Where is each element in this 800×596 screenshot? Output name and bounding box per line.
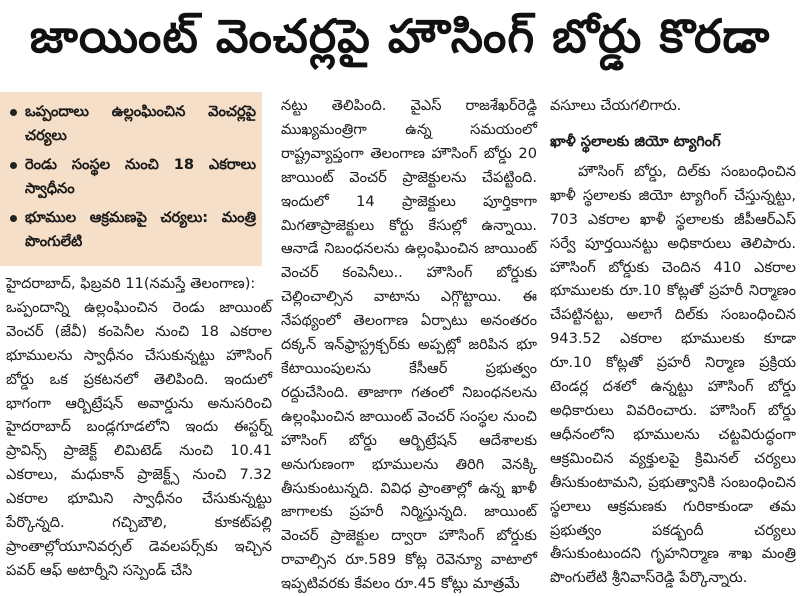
headline: జాయింట్ వెంచర్లపై హౌసింగ్ బోర్డు కొరడా (29, 9, 771, 63)
bullet-icon (10, 162, 17, 169)
article-paragraph: నట్టు తెలిపింది. వైఎస్ రాజశేఖర్‌రెడ్డి ముఖ్యమంత్రిగా ఉన్న సమయంలో రాష్ట్రవ్యాప్తంగా తెలంగాణ హౌసింగ్ బోర్డు 20 జాయింట్ వెంచర్ ప్రాజెక్టులను చేపట్టింది. ఇందులో 14 ప్రాజెక్టులు పూర్తికాగా మిగతాప్రాజెక్టులు కోర్టు కేసుల్లో ఉన్నాయి. ఆనాడే నిబంధనలను ఉల్లంఘించిన జాయింట్ వెంచర్ కంపెనీలు.. హౌసింగ్ బోర్డుకు చెల్లించాల్సిన వాటాను ఎగ్గొట్టాయి. ఈ నేపథ్యంలో తెలంగాణ ఏర్పాటు అనంతరం దక్కన్ ఇన్‌ఫ్రాస్ట్రక్చర్‌కు అప్పట్లో జరిపిన భూ కేటాయింపులను కేసీఆర్ ప్రభుత్వం రద్దుచేసింది. తాజాగా గతంలో నిబంధనలను ఉల్లంఘించిన జాయింట్ వెంచర్ సంస్థల నుంచి హౌసింగ్ బోర్డు ఆర్బిట్రేషన్ ఆదేశాలకు అనుగుణంగా భూములను తిరిగి వెనక్కి తీసుకుంటున్నది. వివిధ ప్రాంతాల్లో ఉన్న ఖాళీ జాగాలకు ప్రహరీ నిర్మిస్తున్నది. జాయింట్ వెంచర్ ప్రాజెక్టుల ద్వారా హౌసింగ్ బోర్డుకు రావాల్సిన రూ.589 కోట్ల రెవెన్యూ వాటాలో ఇప్పటివరకు కేవలం రూ.45 కోట్లు మాత్రమే (281, 97, 537, 593)
highlight-text: భూముల ఆక్రమణపై చర్యలు: మంత్రి పొంగులేటి (25, 209, 256, 250)
dateline: హైదరాబాద్, ఫిబ్రవరి 11(నమస్తే తెలంగాణ): (6, 275, 256, 292)
subheading: ఖాళీ స్థలాలకు జియో ట్యాగింగ్ (550, 132, 721, 150)
column-3 (550, 94, 796, 590)
article-paragraph: ఒప్పందాన్ని ఉల్లంఘించిన రెండు జాయింట్ వెంచర్ (జేవీ) కంపెనీల నుంచి 18 ఎకరాల భూములను స్వాధీనం చేసుకున్నట్టు హౌసింగ్ బోర్డు ఒక ప్రకటనలో తెలిపింది. ఇందులో భాగంగా ఆర్బిట్రేషన్ అవార్డును అనుసరించి హైదరాబాద్ బండ్లగూడలోని ఇందు ఈస్టర్న్ ప్రావిన్స్ ప్రాజెక్ట్ లిమిటెడ్ నుంచి 10.41 ఎకరాలు, మధుకాన్ ప్రాజెక్ట్స్ నుంచి 7.32 ఎకరాల భూమిని స్వాధీనం చేసుకున్నట్టు పేర్కొన్నది. గచ్చిబౌలి, కూకట్‌పల్లి ప్రాంతాల్లోయూనివర్సల్ డెవలపర్స్‌కు ఇచ్చిన పవర్ ఆఫ్ అటార్నీని సస్పెండ్ చేసి (6, 298, 272, 579)
highlight-text: ఒప్పందాలు ఉల్లంఘించిన వెంచర్లపై చర్యలు (25, 103, 256, 144)
column-2 (281, 94, 537, 596)
article-paragraph: వసూలు చేయగలిగారు. (550, 97, 682, 114)
highlight-item (6, 153, 256, 201)
column-1-body (6, 272, 272, 583)
bullet-icon (10, 109, 17, 116)
highlight-text: రెండు సంస్థల నుంచి 18 ఎకరాలు స్వాధీనం (25, 156, 256, 197)
highlights-box (0, 92, 262, 266)
highlight-item (6, 100, 256, 148)
bullet-icon (10, 215, 17, 222)
highlight-item (6, 206, 256, 254)
article-paragraph: హౌసింగ్ బోర్డు, దిల్‌కు సంబంధించిన ఖాళీ స్థలాలకు జియో ట్యాగింగ్ చేస్తున్నట్టు, 703 ఎకరాల ఖాళీ స్థలాలకు జీపీఆర్ఎస్ సర్వే పూర్తయినట్టు అధికారులు తెలిపారు. హౌసింగ్ బోర్డుకు చెందిన 410 ఎకరాల భూములకు రూ.10 కోట్లతో ప్రహరీ నిర్మాణం చేపట్టినట్టు, అలాగే దిల్‌కు సంబంధించిన 943.52 ఎకరాల భూములకు కూడా రూ.10 కోట్లతో ప్రహరీ నిర్మాణ ప్రక్రియ టెండర్ల దశలో ఉన్నట్టు హౌసింగ్ బోర్డు అధికారులు వివరించారు. హౌసింగ్ బోర్డు ఆధీనంలోని భూములను చట్టవిరుద్ధంగా ఆక్రమించిన వ్యక్తులపై క్రిమినల్ చర్యలు తీసుకుంటామని, ప్రభుత్వానికి సంబంధించిన స్థలాలు ఆక్రమణకు గురికాకుండా తమ ప్రభుత్వం పకడ్బందీ చర్యలు తీసుకుంటుందని గృహనిర్మాణ శాఖ మంత్రి పొంగులేటి శ్రీనివాస్‌రెడ్డి పేర్కొన్నారు. (550, 162, 796, 587)
